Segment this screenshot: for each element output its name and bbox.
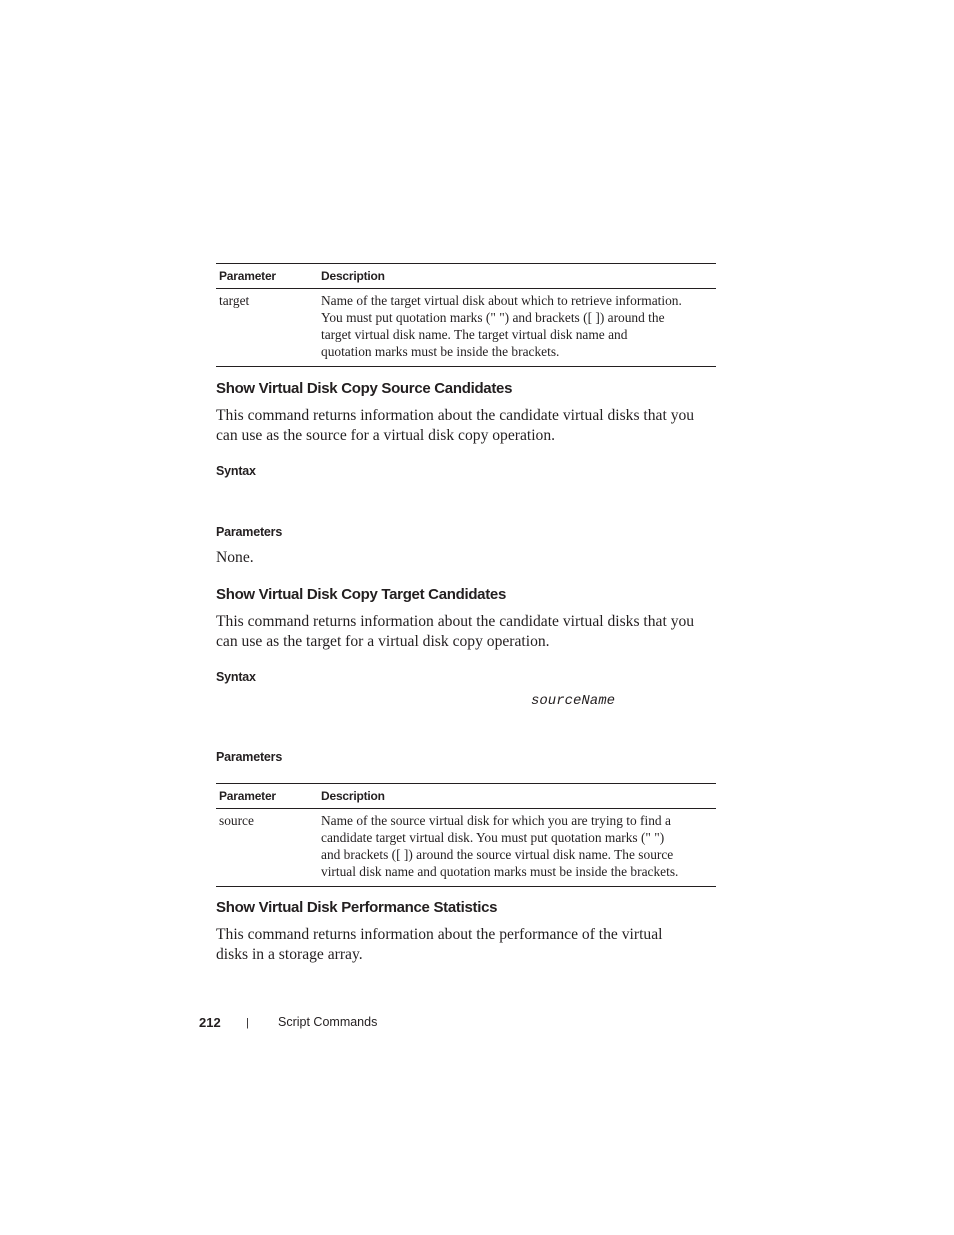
description-line: target virtual disk name. The target virtual disk name and [321, 327, 628, 342]
syntax-heading: Syntax [216, 464, 256, 478]
param-name: source [219, 813, 254, 828]
description-line: Name of the source virtual disk for which you are trying to find a [321, 813, 671, 828]
description-line: and brackets ([ ]) around the source virtual disk name. The source [321, 847, 674, 862]
body-line: This command returns information about the candidate virtual disks that you [216, 613, 695, 630]
page-number: 212 [199, 1015, 221, 1030]
parameters-heading: Parameters [216, 525, 283, 539]
footer-chapter-title: Script Commands [278, 1015, 378, 1029]
syntax-code-sourcename: sourceName [531, 693, 616, 709]
parameters-heading: Parameters [216, 750, 283, 764]
section-body-target-candidates [216, 612, 721, 651]
body-line: can use as the target for a virtual disk copy operation. [216, 632, 550, 650]
body-line: This command returns information about the performance of the virtual [216, 926, 663, 943]
table-header-row [216, 784, 716, 809]
param-name: target [219, 293, 250, 308]
header-parameter: Parameter [219, 789, 276, 803]
table-header-row [216, 264, 716, 289]
header-description: Description [321, 789, 385, 803]
description-line: quotation marks must be inside the brackets. [321, 344, 560, 359]
body-line: This command returns information about the candidate virtual disks that you [216, 407, 695, 424]
description-line: You must put quotation marks (" ") and brackets ([ ]) around the [321, 310, 665, 325]
syntax-heading: Syntax [216, 670, 256, 684]
description-line: virtual disk name and quotation marks must be inside the brackets. [321, 864, 679, 879]
param-description [321, 292, 716, 360]
param-description [321, 812, 716, 880]
body-line: can use as the source for a virtual disk copy operation. [216, 426, 556, 444]
parameter-table-target [216, 263, 716, 367]
description-line: candidate target virtual disk. You must put quotation marks (" ") [321, 830, 665, 845]
section-heading-performance-statistics: Show Virtual Disk Performance Statistics [216, 899, 498, 916]
header-parameter: Parameter [219, 269, 276, 283]
body-line: disks in a storage array. [216, 945, 363, 963]
table-row [216, 809, 716, 886]
parameters-none-text: None. [216, 549, 254, 566]
parameter-table-source [216, 783, 716, 887]
section-body-performance-statistics [216, 925, 721, 964]
section-heading-source-candidates: Show Virtual Disk Copy Source Candidates [216, 380, 513, 397]
section-body-source-candidates [216, 406, 721, 445]
header-description: Description [321, 269, 385, 283]
description-line: Name of the target virtual disk about which to retrieve information. [321, 293, 682, 308]
section-heading-target-candidates: Show Virtual Disk Copy Target Candidates [216, 586, 507, 603]
table-row [216, 289, 716, 366]
footer-separator: | [246, 1017, 249, 1029]
